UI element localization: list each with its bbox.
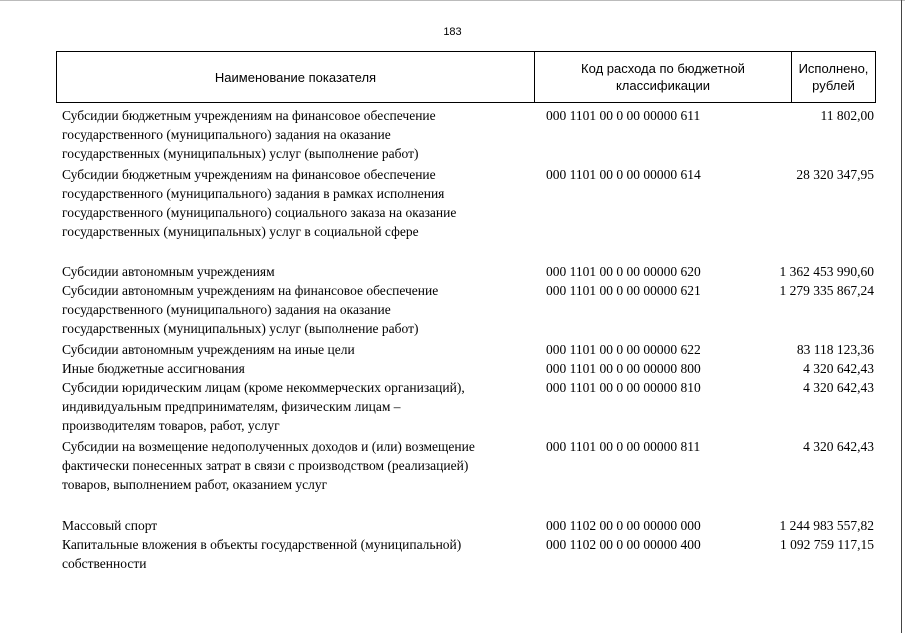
row-name-line: Субсидии автономным учреждениям [62,264,275,279]
row-budget-code: 000 1101 00 0 00 00000 811 [546,439,701,454]
row-name-line: Капитальные вложения в объекты государственной (муниципальной) [62,537,462,552]
row-name-line: Массовый спорт [62,518,158,533]
row-budget-code: 000 1101 00 0 00 00000 620 [546,264,701,279]
page-number: 183 [443,26,462,38]
header-amount-column: Исполнено, рублей [791,52,875,102]
row-name-line: Субсидии бюджетным учреждениям на финансовое обеспечение [62,167,436,182]
row-name-line: государственного (муниципального) задания на оказание [62,127,391,142]
page-top-edge [0,0,905,1]
row-name-line: Иные бюджетные ассигнования [62,361,245,376]
row-indicator-name [62,535,534,573]
row-amount: 11 802,00 [820,108,874,123]
row-amount: 28 320 347,95 [796,167,874,182]
row-budget-code: 000 1101 00 0 00 00000 622 [546,342,701,357]
row-name-line: государственных (муниципальных) услуг (выполнение работ) [62,321,419,336]
row-budget-code: 000 1101 00 0 00 00000 810 [546,380,701,395]
row-amount: 83 118 123,36 [796,342,874,357]
header-name-column: Наименование показателя [214,69,377,85]
row-name-line: Субсидии юридическим лицам (кроме некоммерческих организаций), [62,380,465,395]
row-budget-code: 000 1102 00 0 00 00000 400 [546,537,701,552]
row-indicator-name [62,281,534,338]
row-budget-code: 000 1101 00 0 00 00000 611 [546,108,701,123]
row-name-line: собственности [62,556,147,571]
row-budget-code: 000 1101 00 0 00 00000 800 [546,361,701,376]
row-name-line: государственных (муниципальных) услуг (выполнение работ) [62,146,419,161]
row-budget-code: 000 1101 00 0 00 00000 621 [546,283,701,298]
row-amount: 1 092 759 117,15 [780,537,874,552]
row-name-line: Субсидии автономным учреждениям на иные цели [62,342,355,357]
row-indicator-name [62,165,534,241]
row-indicator-name [62,378,534,435]
page-right-edge [901,0,902,633]
row-indicator-name [62,262,534,281]
row-amount: 1 279 335 867,24 [779,283,874,298]
row-budget-code: 000 1102 00 0 00 00000 000 [546,518,701,533]
row-name-line: государственных (муниципальных) услуг в социальной сфере [62,224,419,239]
row-indicator-name [62,437,534,494]
row-name-line: товаров, выполнением работ, оказанием услуг [62,477,328,492]
row-budget-code: 000 1101 00 0 00 00000 614 [546,167,701,182]
row-name-line: государственного (муниципального) задания в рамках исполнения [62,186,445,201]
row-amount: 4 320 642,43 [803,439,874,454]
row-indicator-name [62,340,534,359]
row-indicator-name [62,516,534,535]
table-header [56,51,876,103]
row-amount: 1 362 453 990,60 [779,264,874,279]
row-name-line: государственного (муниципального) задания на оказание [62,302,391,317]
row-amount: 1 244 983 557,82 [779,518,874,533]
row-name-line: индивидуальным предпринимателям, физическим лицам – [62,399,401,414]
row-name-line: Субсидии на возмещение недополученных доходов и (или) возмещение [62,439,475,454]
row-name-line: государственного (муниципального) социального заказа на оказание [62,205,457,220]
row-amount: 4 320 642,43 [803,361,874,376]
row-name-line: производителям товаров, работ, услуг [62,418,280,433]
row-name-line: Субсидии автономным учреждениям на финансовое обеспечение [62,283,439,298]
row-name-line: Субсидии бюджетным учреждениям на финансовое обеспечение [62,108,436,123]
row-indicator-name [62,359,534,378]
row-amount: 4 320 642,43 [803,380,874,395]
header-code-column: Код расхода по бюджетной классификации [534,52,791,102]
row-indicator-name [62,106,534,163]
row-name-line: фактически понесенных затрат в связи с производством (реализацией) [62,458,469,473]
